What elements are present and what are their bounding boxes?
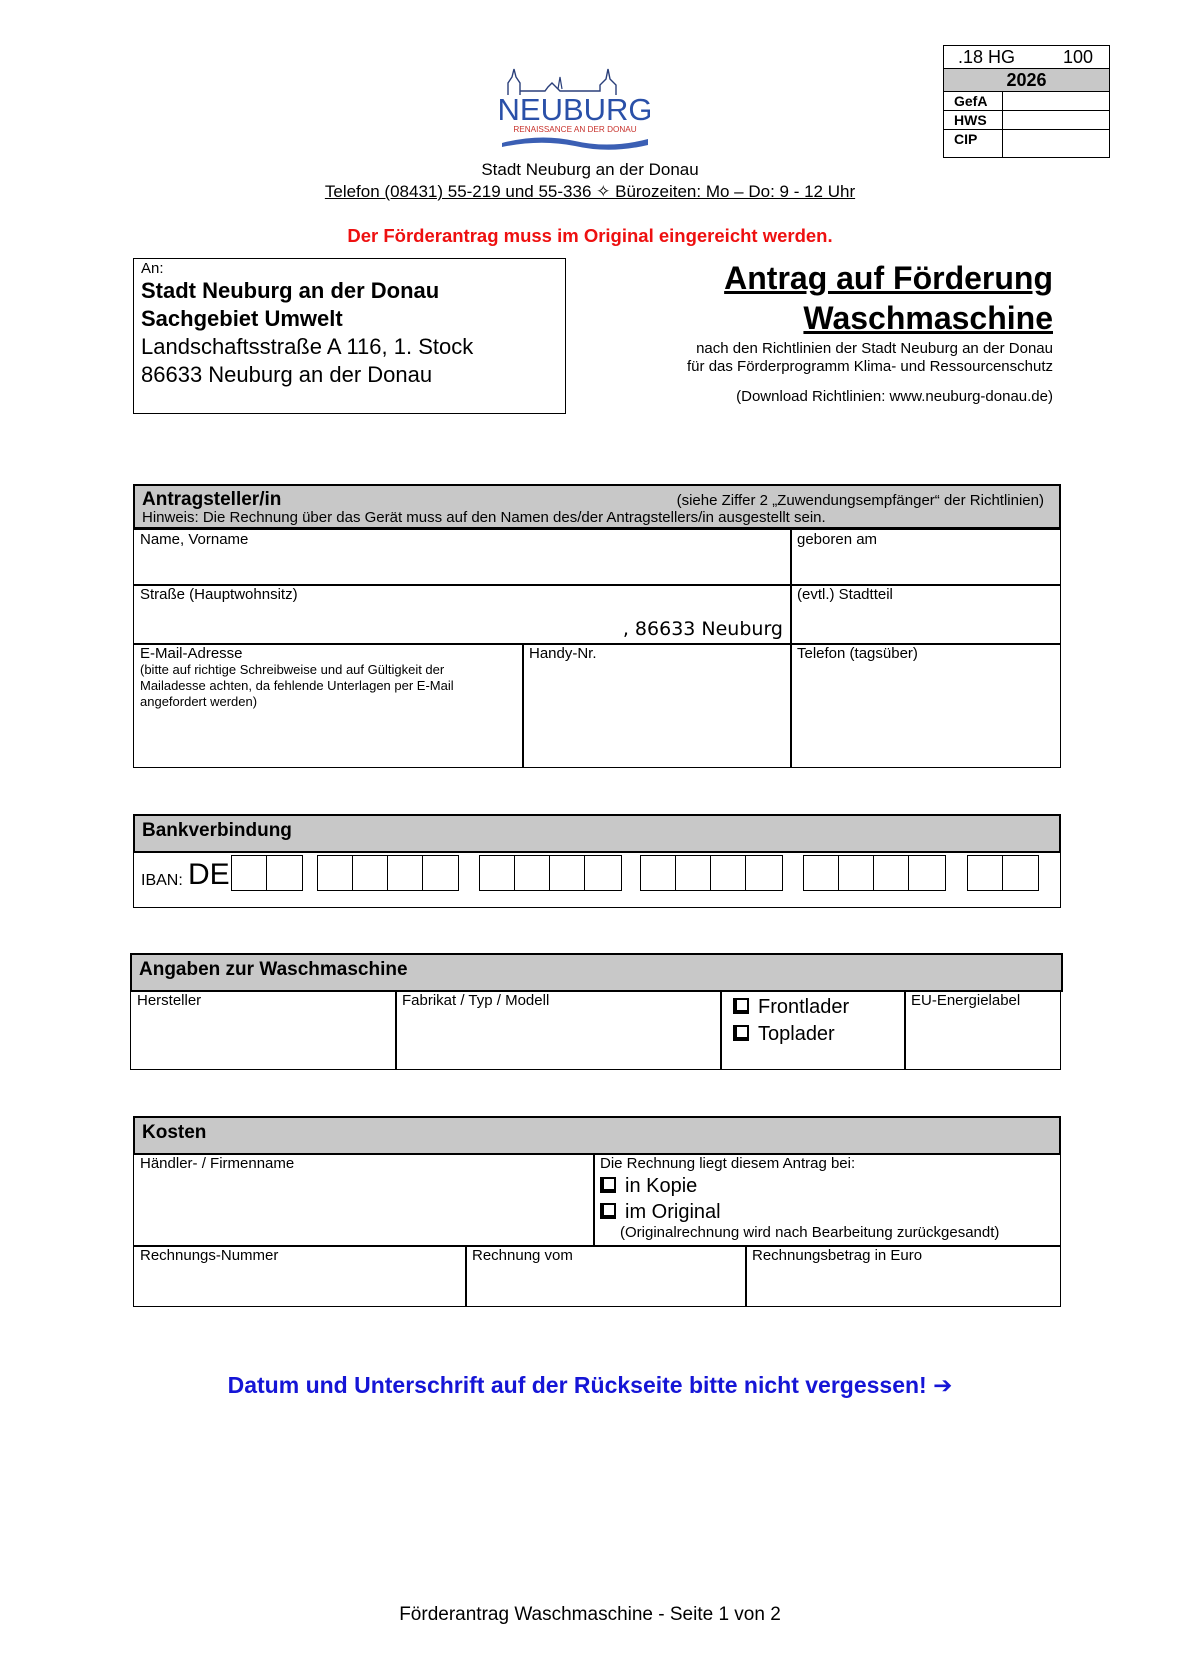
email-note: (bitte auf richtige Schreibweise und auf Gültigkeit der Mailadesse achten, da fehlende Unterlagen per E-Mail angefordert werden) [140,662,454,709]
mobile-field[interactable] [522,643,792,768]
birthdate-label: geboren am [797,531,878,548]
phone-label: Telefon (tagsüber) [797,645,918,662]
invoice-copy-option[interactable]: in Kopie [600,1173,1054,1199]
form-subtitle: nach den Richtlinien der Stadt Neuburg an der Donau für das Förderprogramm Klima- und Ressourcenschutz [687,340,1053,375]
city-name: Stadt Neuburg an der Donau [481,160,699,179]
applicant-hint: Hinweis: Die Rechnung über das Gerät muss auf den Namen des/der Antragstellers/in ausgestellt sein. [142,509,826,526]
form-title: Antrag auf Förderung Waschmaschine [724,260,1053,336]
address-line-3: Landschaftsstraße A 116, 1. Stock [141,334,474,359]
address-line-2: Sachgebiet Umwelt [141,306,343,331]
iban-input-group-5[interactable] [803,855,946,891]
dealer-label: Händler- / Firmenname [140,1155,295,1172]
street-label: Straße (Hauptwohnsitz) [140,586,298,603]
iban-input-group-6[interactable] [967,855,1039,891]
toplader-checkbox[interactable] [733,1025,749,1041]
signature-reminder: Datum und Unterschrift auf der Rückseite bitte nicht vergessen! ➔ [227,1372,953,1398]
energy-label-field[interactable] [904,990,1061,1070]
ref-code: .18 HG [958,47,1016,67]
ref-row-gefa: GefA [944,92,1109,111]
loader-type-options [720,990,906,1070]
logo-wordmark: NEUBURG [500,92,650,127]
reference-box [943,45,1110,158]
costs-section-header: Kosten [133,1116,1061,1155]
invoice-date-label: Rechnung vom [472,1247,573,1264]
frontlader-option[interactable]: Frontlader [733,994,899,1021]
birthdate-field[interactable] [790,529,1061,586]
email-field[interactable] [133,643,524,768]
neuburg-logo [500,55,650,150]
manufacturer-field[interactable] [130,990,397,1070]
email-label: E-Mail-Adresse [140,645,243,662]
invoice-attachment-options [593,1153,1061,1247]
invoice-amount-label: Rechnungsbetrag in Euro [752,1247,923,1264]
address-line-4: 86633 Neuburg an der Donau [141,362,433,387]
iban-input-group-2[interactable] [317,855,459,891]
applicant-heading: Antragsteller/in [142,489,282,510]
invoice-amount-field[interactable] [745,1245,1061,1307]
iban-input-group-4[interactable] [640,855,783,891]
ref-year: 2026 [944,69,1109,92]
district-field[interactable] [790,584,1061,645]
address-line-1: Stadt Neuburg an der Donau [141,278,440,303]
ref-row-cip: CIP [944,130,1109,157]
machine-section-header: Angaben zur Waschmaschine [130,953,1063,992]
original-required-note: Der Förderantrag muss im Original eingereicht werden. [347,225,833,246]
toplader-option[interactable]: Toplader [733,1021,899,1048]
street-postcode-value: , 86633 Neuburg [622,618,783,640]
invoice-number-label: Rechnungs-Nummer [140,1247,279,1264]
address-to-label: An: [141,260,164,277]
invoice-attached-label: Die Rechnung liegt diesem Antrag bei: [600,1155,856,1172]
contact-line: Telefon (08431) 55-219 und 55-336 ✧ Bürozeiten: Mo – Do: 9 - 12 Uhr [324,182,856,201]
mobile-label: Handy-Nr. [529,645,597,662]
logo-tagline: RENAISSANCE AN DER DONAU [513,125,637,134]
phone-field[interactable] [790,643,1061,768]
page-footer: Förderantrag Waschmaschine - Seite 1 von 2 [399,1604,781,1625]
download-note: (Download Richtlinien: www.neuburg-donau.de) [736,388,1053,405]
street-field[interactable] [133,584,792,645]
model-field[interactable] [395,990,722,1070]
model-label: Fabrikat / Typ / Modell [402,992,550,1009]
district-label: (evtl.) Stadtteil [797,586,893,603]
frontlader-checkbox[interactable] [733,998,749,1014]
name-label: Name, Vorname [140,531,249,548]
iban-input-group-1[interactable] [231,855,303,891]
invoice-number-field[interactable] [133,1245,467,1307]
ref-row-hws: HWS [944,111,1109,130]
dealer-field[interactable] [133,1153,595,1247]
invoice-original-option[interactable]: im Original [600,1199,1054,1225]
original-return-note: (Originalrechnung wird nach Bearbeitung zurückgesandt) [620,1224,1000,1241]
bank-section-header: Bankverbindung [133,814,1061,853]
manufacturer-label: Hersteller [137,992,202,1009]
energy-label: EU-Energielabel [911,992,1021,1009]
iban-prefix: DE [188,858,230,891]
iban-input-group-3[interactable] [479,855,622,891]
recipient-address [133,258,566,414]
ref-number: 100 [1062,47,1093,67]
invoice-date-field[interactable] [465,1245,747,1307]
invoice-original-checkbox[interactable] [600,1203,616,1219]
name-field[interactable] [133,529,792,586]
iban-label: IBAN: [141,872,183,889]
invoice-copy-checkbox[interactable] [600,1177,616,1193]
applicant-section-header [133,484,1061,529]
applicant-heading-note: (siehe Ziffer 2 „Zuwendungsempfänger“ der Richtlinien) [676,492,1044,509]
